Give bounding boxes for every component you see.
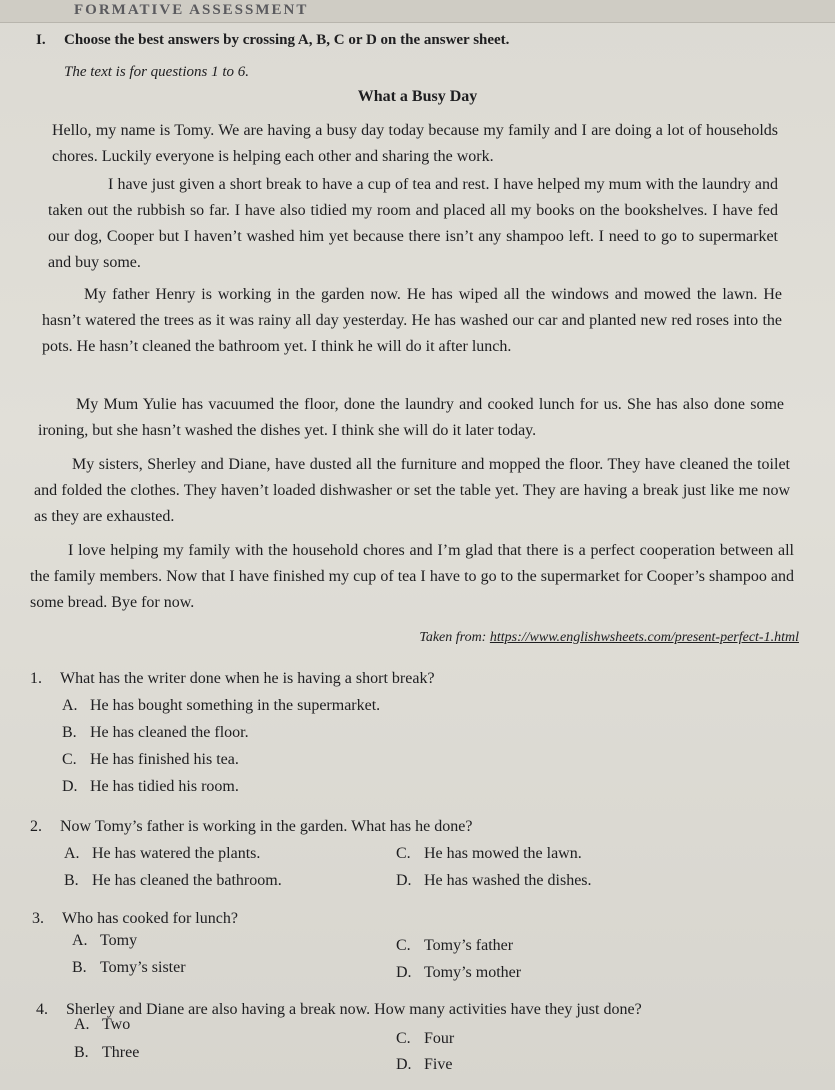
passage-title: What a Busy Day [357,88,478,105]
question-3 [32,910,238,928]
question-text: Who has cooked for lunch? [62,910,238,927]
section-instruction [36,32,509,49]
paragraph-4: My Mum Yulie has vacuumed the floor, done the laundry and cooked lunch for us. She has also done some ironing, but she hasn’t washed the dishes yet. I think she will do it later today. [38,396,784,439]
q3-option-b[interactable] [72,959,186,977]
option-letter: C. [396,1030,411,1047]
q3-option-d[interactable] [396,964,521,982]
question-1 [30,670,435,688]
option-letter: D. [396,872,412,889]
q4-option-a[interactable] [74,1016,130,1034]
question-text: Now Tomy’s father is working in the garden. What has he done? [60,818,473,835]
option-letter: B. [74,1044,89,1061]
question-text: What has the writer done when he is having a short break? [60,670,435,687]
paragraph-2: I have just given a short break to have a cup of tea and rest. I have helped my mum with the laundry and taken out the rubbish so far. I have also tidied my room and placed all my books on the bookshelves. I have fed our dog, Cooper but I haven’t washed him yet because there isn’t any shampoo left. I need to go to supermarket and buy some. [48,176,778,271]
source-link[interactable]: https://www.englishwsheets.com/present-perfect-1.html [489,630,799,645]
paragraph-5: My sisters, Sherley and Diane, have dusted all the furniture and mopped the floor. They have cleaned the toilet and folded the clothes. They haven’t loaded dishwasher or set the table yet. They are having a break just like me now as they are exhausted. [34,456,790,525]
option-letter: D. [396,964,412,981]
option-text: Tomy’s father [424,937,514,954]
q4-option-b[interactable] [74,1044,139,1062]
question-text: Sherley and Diane are also having a break now. How many activities have they just done? [66,1001,642,1018]
question-2 [30,818,472,836]
option-text: He has mowed the lawn. [424,845,582,862]
q2-option-b[interactable] [64,872,282,890]
option-text: He has finished his tea. [90,751,239,768]
option-letter: B. [64,872,79,889]
option-text: He has bought something in the supermarket. [90,697,381,714]
q4-option-d[interactable] [396,1056,452,1074]
source-label: Taken from: [419,630,487,645]
option-letter: C. [62,751,77,768]
question-number: 4. [36,1001,48,1018]
option-text: Three [102,1044,140,1061]
option-letter: B. [72,959,87,976]
option-text: He has cleaned the bathroom. [92,872,282,889]
q1-option-c[interactable] [62,751,239,769]
option-letter: C. [396,845,411,862]
option-text: He has watered the plants. [92,845,261,862]
option-letter: B. [62,724,77,741]
q2-option-c[interactable] [396,845,582,863]
q1-option-b[interactable] [62,724,249,742]
question-number: 3. [32,910,44,927]
paragraph-1: Hello, my name is Tomy. We are having a busy day today because my family and I are doing a lot of households chores. Luckily everyone is helping each other and sharing the work. [52,122,778,165]
worksheet-header: FORMATIVE ASSESSMENT [74,2,309,18]
q2-option-d[interactable] [396,872,592,890]
option-letter: D. [396,1056,412,1073]
option-text: He has tidied his room. [90,778,239,795]
option-text: Four [424,1030,455,1047]
instruction-text: Choose the best answers by crossing A, B, C or D on the answer sheet. [64,32,510,48]
q1-option-d[interactable] [62,778,239,796]
option-letter: A. [74,1016,90,1033]
option-text: Two [102,1016,131,1033]
q3-option-c[interactable] [396,937,513,955]
paragraph-3: My father Henry is working in the garden now. He has wiped all the windows and mowed the lawn. He hasn’t watered the trees as it was rainy all day yesterday. He has washed our car and planted new red roses into the pots. He hasn’t cleaned the bathroom yet. I think he will do it after lunch. [42,286,782,355]
header-strip [0,0,835,23]
question-4 [36,1001,796,1019]
section-number: I. [36,32,46,48]
q1-option-a[interactable] [62,697,380,715]
option-text: Tomy [100,932,138,949]
text-note: The text is for questions 1 to 6. [64,64,249,80]
paragraph-6: I love helping my family with the household chores and I’m glad that there is a perfect cooperation between all the family members. Now that I have finished my cup of tea I have to go to the supermarket for Cooper’s shampoo and some bread. Bye for now. [30,542,794,611]
option-text: Tomy’s sister [100,959,186,976]
option-text: Five [424,1056,453,1073]
q3-option-a[interactable] [72,932,137,950]
q4-option-c[interactable] [396,1030,454,1048]
option-letter: C. [396,937,411,954]
option-letter: A. [72,932,88,949]
option-letter: A. [62,697,78,714]
source-citation [419,630,799,646]
q2-option-a[interactable] [64,845,260,863]
question-number: 1. [30,670,42,687]
option-text: He has cleaned the floor. [90,724,249,741]
option-letter: A. [64,845,80,862]
question-number: 2. [30,818,42,835]
option-letter: D. [62,778,78,795]
option-text: He has washed the dishes. [424,872,592,889]
option-text: Tomy’s mother [424,964,522,981]
